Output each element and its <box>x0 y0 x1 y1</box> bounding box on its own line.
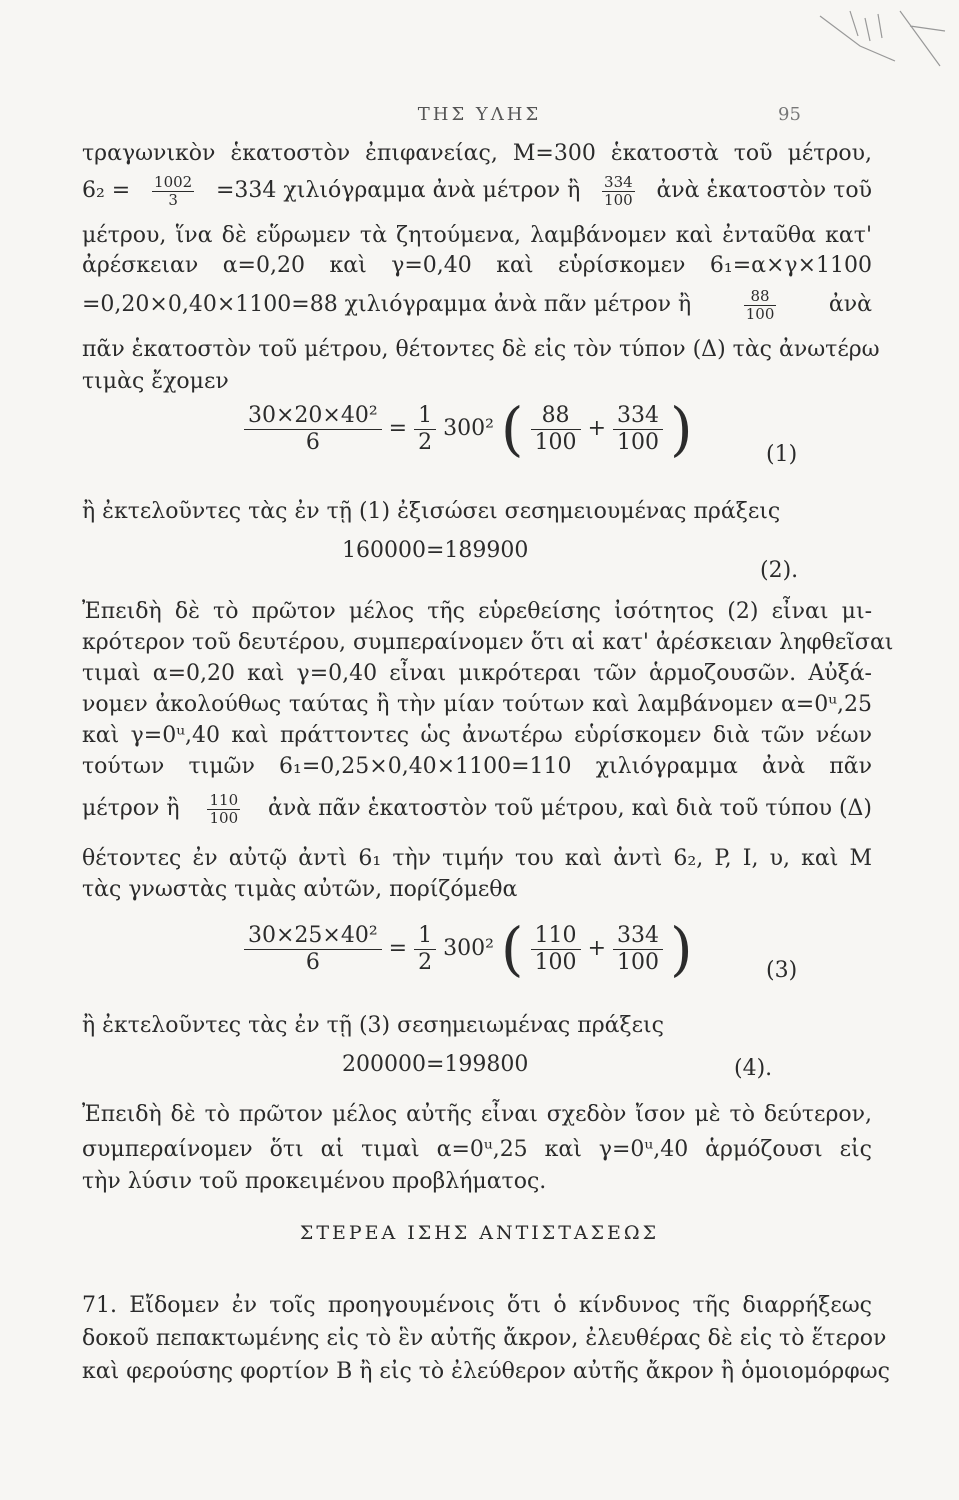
equals-sign: = <box>388 416 408 441</box>
denominator: 2 <box>418 429 433 455</box>
denominator: 100 <box>534 949 577 975</box>
paren-left: ( <box>500 395 524 463</box>
text-span: ἀνὰ <box>828 292 872 317</box>
equation-2: 160000=189900 <box>342 538 529 563</box>
text-line: Ἐπειδὴ δὲ τὸ πρῶτον μέλος τῆς εὑρεθείσης ἰσότητος (2) εἶναι μι- <box>82 599 872 624</box>
text-line: ἢ ἐκτελοῦντες τὰς ἐν τῇ (3) σεσημειωμένας πράξεις <box>82 1013 664 1038</box>
fraction <box>207 792 240 827</box>
text-line: μέτρου, ἵνα δὲ εὕρωμεν τὰ ζητούμενα, λαμβάνομεν καὶ ἐνταῦθα κατ' <box>82 223 872 248</box>
numerator: 88 <box>744 288 777 306</box>
text-line: νομεν ἀκολούθως ταύτας ἢ τὴν μίαν τούτων καὶ λαμβάνομεν α=0ᵘ,25 <box>82 692 872 717</box>
handwritten-annotation <box>800 6 950 76</box>
numerator: 110 <box>209 790 239 809</box>
denominator: 100 <box>617 949 659 975</box>
numerator: 110 <box>531 923 581 950</box>
equation-number: (2). <box>760 558 799 583</box>
text-line: κρότερον τοῦ δευτέρου, συμπεραίνομεν ὅτι αἱ κατ' ἀρέσκειαν ληφθεῖσαι <box>82 630 894 655</box>
denominator: 100 <box>604 190 633 209</box>
fraction <box>414 923 436 976</box>
numerator: 1 <box>414 403 436 430</box>
numerator: 30×25×40² <box>244 923 382 950</box>
denominator: 2 <box>418 949 433 975</box>
numerator: 334 <box>604 172 633 191</box>
numerator: 1 <box>414 923 436 950</box>
constant: 300² <box>443 416 494 441</box>
numerator: 1002 <box>154 172 193 191</box>
denominator: 100 <box>617 429 659 455</box>
paren-left: ( <box>500 915 524 983</box>
fraction <box>531 403 581 456</box>
equals-sign: = <box>388 936 408 961</box>
plus-sign: + <box>587 936 606 961</box>
fraction <box>152 174 194 209</box>
denominator: 3 <box>168 190 178 209</box>
text-line: τιμαὶ α=0,20 καὶ γ=0,40 εἶναι μικρότεραι τῶν ἁρμοζουσῶν. Αὐξά- <box>82 661 872 686</box>
text-line: τούτων τιμῶν 6₁=0,25×0,40×1100=110 χιλιόγραμμα ἀνὰ πᾶν <box>82 754 872 779</box>
text-line: τιμὰς ἔχομεν <box>82 369 229 394</box>
text-line: τραγωνικὸν ἑκατοστὸν ἐπιφανείας, Μ=300 ἑκατοστὰ τοῦ μέτρου, <box>82 141 872 166</box>
text-span: 6₂ = <box>82 178 131 203</box>
text-line: πᾶν ἑκατοστὸν τοῦ μέτρου, θέτοντες δὲ εἰς τὸν τύπον (Δ) τὰς ἀνωτέρω <box>82 337 880 362</box>
text-line: ἀρέσκειαν α=0,20 καὶ γ=0,40 καὶ εὑρίσκομεν 6₁=α×γ×1100 <box>82 253 872 278</box>
text-span: ἀνὰ ἑκατοστὸν τοῦ <box>656 178 872 203</box>
text-line: Ἐπειδὴ δὲ τὸ πρῶτον μέλος αὐτῆς εἶναι σχεδὸν ἴσον μὲ τὸ δεύτερον, <box>82 1102 872 1127</box>
plus-sign: + <box>587 416 606 441</box>
numerator: 334 <box>613 403 663 430</box>
text-line: τὴν λύσιν τοῦ προκειμένου προβλήματος. <box>82 1169 547 1194</box>
equation-number: (4). <box>734 1056 773 1081</box>
fraction <box>613 923 663 976</box>
numerator: 30×20×40² <box>244 403 382 430</box>
denominator: 100 <box>745 304 775 323</box>
fraction <box>744 288 777 323</box>
running-head: ΤΗΣ ΥΛΗΣ <box>417 104 542 125</box>
text-line: ἢ ἐκτελοῦντες τὰς ἐν τῇ (1) ἐξισώσει σεσημειουμένας πράξεις <box>82 499 781 524</box>
fraction <box>602 174 635 209</box>
fraction <box>531 923 581 976</box>
numerator: 88 <box>531 403 581 430</box>
text-line <box>82 784 872 834</box>
text-line: συμπεραίνομεν ὅτι αἱ τιμαὶ α=0ᵘ,25 καὶ γ=0ᵘ,40 ἁρμόζουσι εἰς <box>82 1137 872 1162</box>
equation-number: (3) <box>766 958 798 983</box>
fraction <box>414 403 436 456</box>
text-span: μέτρον ἢ <box>82 796 180 821</box>
text-span: =334 χιλιόγραμμα ἀνὰ μέτρον ἢ <box>216 178 581 203</box>
denominator: 100 <box>534 429 577 455</box>
text-line: τὰς γνωστὰς τιμὰς αὐτῶν, πορίζόμεθα <box>82 877 518 902</box>
page-number: 95 <box>778 104 801 125</box>
denominator: 6 <box>305 429 320 455</box>
denominator: 100 <box>209 808 239 827</box>
text-line: 71. Εἴδομεν ἐν τοῖς προηγουμένοις ὅτι ὁ κίνδυνος τῆς διαρρήξεως <box>82 1293 872 1318</box>
text-line: δοκοῦ πεπακτωμένης εἰς τὸ ἓν αὐτῆς ἄκρον, ἐλευθέρας δὲ εἰς τὸ ἕτερον <box>82 1326 887 1351</box>
fraction <box>613 403 663 456</box>
equation-1 <box>244 395 693 463</box>
paren-right: ) <box>670 915 693 983</box>
constant: 300² <box>443 936 494 961</box>
text-line: καὶ φερούσης φορτίον Β ἢ εἰς τὸ ἐλεύθερον αὐτῆς ἄκρον ἢ ὁμοιομόρφως <box>82 1359 890 1384</box>
equation-4: 200000=199800 <box>342 1052 529 1077</box>
equation-3 <box>244 915 693 983</box>
paren-right: ) <box>670 395 693 463</box>
text-line <box>82 282 872 328</box>
denominator: 6 <box>305 949 320 975</box>
text-line: καὶ γ=0ᵘ,40 καὶ πράττοντες ὡς ἀνωτέρω εὑρίσκομεν διὰ τῶν νέων <box>82 723 872 748</box>
numerator: 334 <box>613 923 663 950</box>
text-span: ἀνὰ πᾶν ἑκατοστὸν τοῦ μέτρου, καὶ διὰ τοῦ τύπου (Δ) <box>268 796 872 821</box>
text-span: =0,20×0,40×1100=88 χιλιόγραμμα ἀνὰ πᾶν μέτρον ἢ <box>82 292 692 317</box>
section-heading: ΣΤΕΡΕΑ ΙΣΗΣ ΑΝΤΙΣΤΑΣΕΩΣ <box>299 1222 660 1244</box>
equation-number: (1) <box>766 442 798 467</box>
text-line: θέτοντες ἐν αὐτῷ ἀντὶ 6₁ τὴν τιμήν του καὶ ἀντὶ 6₂, P, I, υ, καὶ Μ <box>82 846 872 871</box>
fraction <box>244 923 382 976</box>
text-line <box>82 168 872 214</box>
fraction <box>244 403 382 456</box>
